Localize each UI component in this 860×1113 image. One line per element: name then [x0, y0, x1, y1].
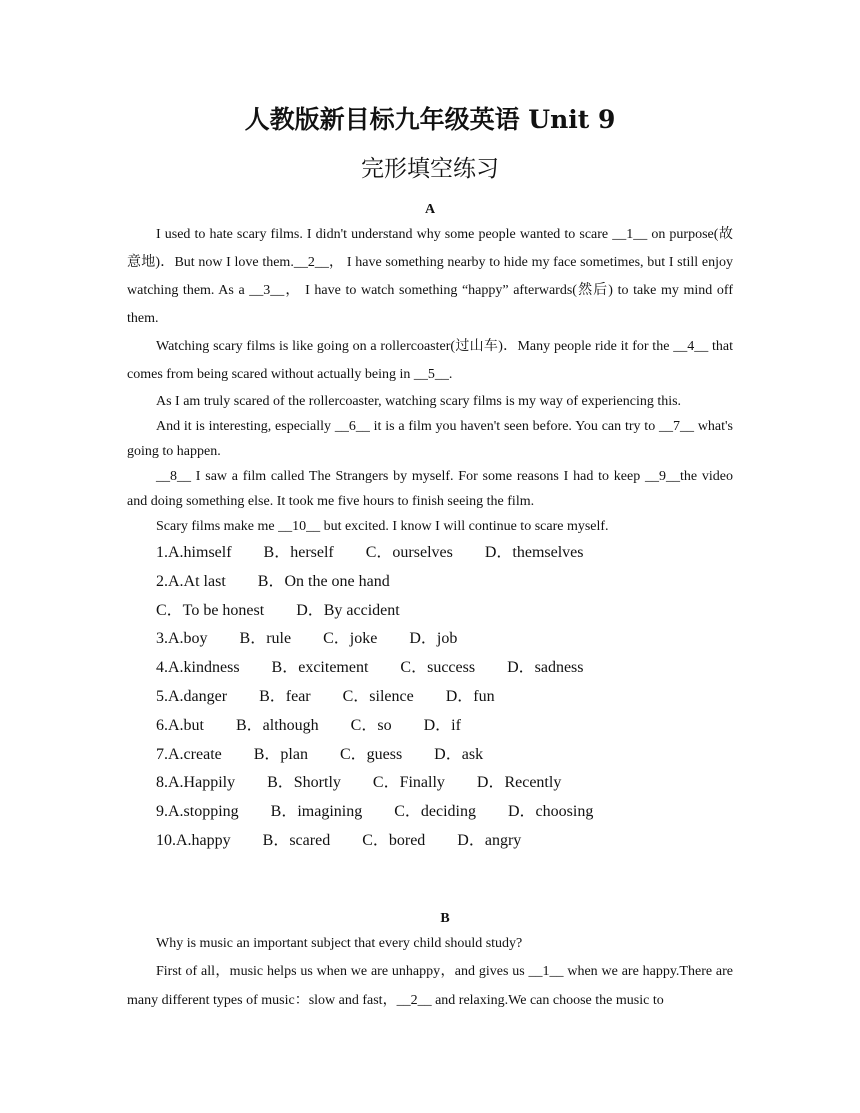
paragraph: Watching scary films is like going on a rollercoaster(过山车)．Many people ride it for the __4__ that comes from being scared without actually being in __5__. — [127, 339, 733, 382]
section-a-heading: A — [424, 202, 436, 217]
option-line: 7.A.create B．plan C．guess D．ask — [156, 745, 484, 763]
section-b-passage — [127, 930, 733, 1015]
option-line: C．To be honest D．By accident — [156, 601, 400, 619]
paragraph: And it is interesting, especially __6__ it is a film you haven't seen before. You can try to __7__ what's going to happen. — [127, 419, 733, 459]
section-b-heading: B — [440, 911, 450, 926]
option-line: 6.A.but B．although C．so D．if — [156, 716, 461, 734]
paragraph: Scary films make me __10__ but excited. I know I will continue to scare myself. — [156, 519, 609, 534]
section-a-options — [127, 539, 733, 856]
option-line: 10.A.happy B．scared C．bored D．angry — [156, 831, 522, 849]
option-line: 3.A.boy B．rule C．joke D．job — [156, 630, 458, 648]
option-line: 1.A.himself B．herself C．ourselves D．themselves — [156, 544, 584, 561]
document-subtitle: 完形填空练习 — [361, 156, 499, 182]
option-line: 5.A.danger B．fear C．silence D．fun — [156, 687, 495, 705]
paragraph: As I am truly scared of the rollercoaster, watching scary films is my way of experiencing this. — [156, 394, 682, 409]
paragraph: I used to hate scary films. I didn't understand why some people wanted to scare __1__ on purpose(故意地)．But now I love them.__2__， I have something nearby to hide my face sometimes, but I still enjoy watching them. As a __3__， I have to watch something “happy” afterwards(然后) to take my mind off them. — [127, 227, 733, 326]
section-a-passage — [127, 221, 733, 539]
option-line: 9.A.stopping B．imagining C．deciding D．choosing — [156, 803, 594, 821]
option-line: 2.A.At last B．On the one hand — [156, 572, 390, 590]
paragraph: First of all，music helps us when we are unhappy，and gives us __1__ when we are happy.There are many different types of music：slow and fast，__2__ and relaxing.We can choose the music to — [127, 964, 733, 1008]
paragraph: Why is music an important subject that every child should study? — [156, 936, 523, 951]
option-line: 8.A.Happily B．Shortly C．Finally D．Recently — [156, 774, 562, 792]
paragraph: __8__ I saw a film called The Strangers by myself. For some reasons I had to keep __9__the video and doing something else. It took me five hours to finish seeing the film. — [127, 469, 733, 509]
document-title: 人教版新目标九年级英语 Unit 9 — [244, 105, 616, 134]
option-line: 4.A.kindness B．excitement C．success D．sadness — [156, 659, 584, 677]
